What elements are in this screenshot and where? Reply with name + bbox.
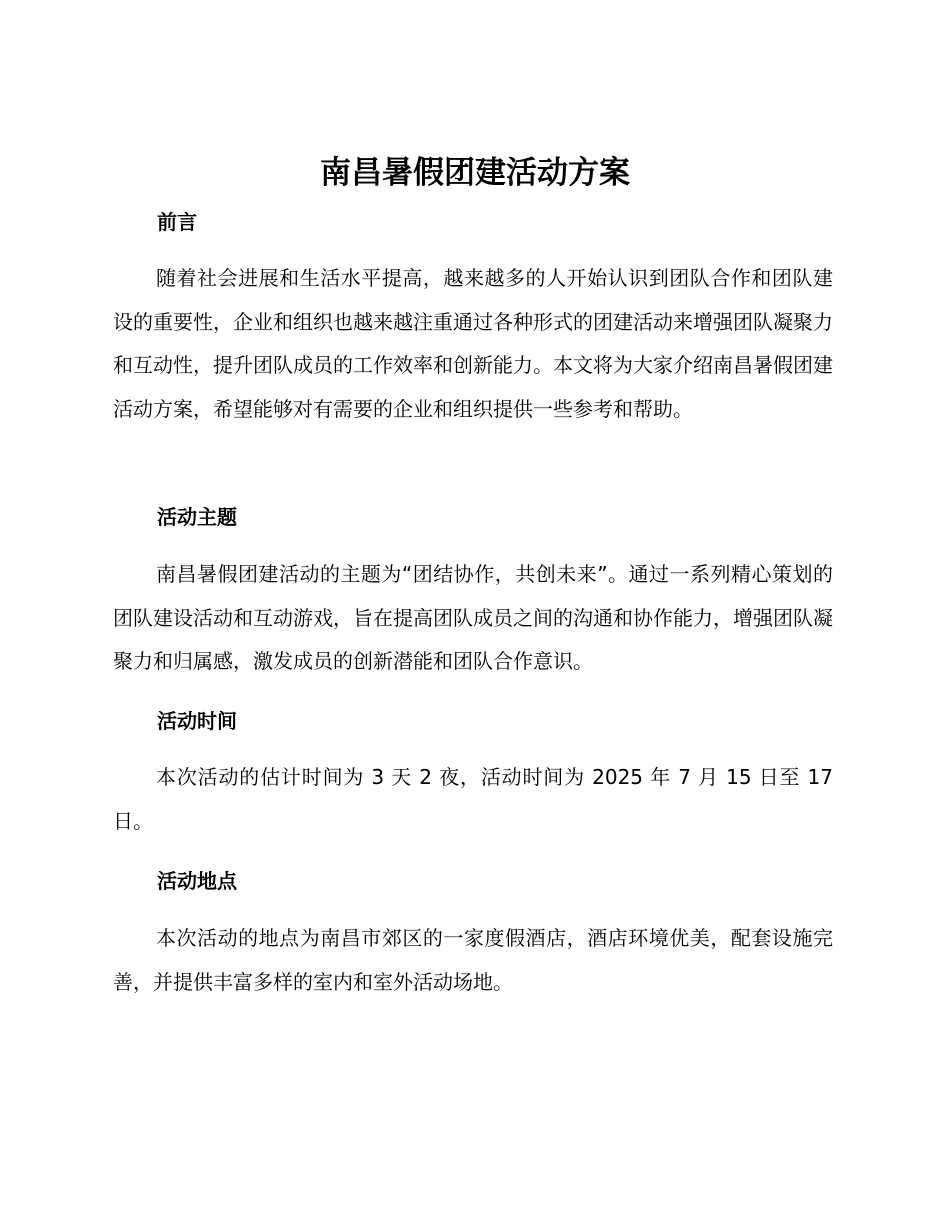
section-body-time: 本次活动的估计时间为 3 天 2 夜，活动时间为 2025 年 7 月 15 日至 17 日。 [113,765,833,833]
section-heading-location: 活动地点 [157,869,237,893]
section-body-preface: 随着社会进展和生活水平提高，越来越多的人开始认识到团队合作和团队建设的重要性，企业和组织也越来越注重通过各种形式的团建活动来增强团队凝聚力和互动性，提升团队成员的工作效率和创新能力。本文将为大家介绍南昌暑假团建活动方案，希望能够对有需要的企业和组织提供一些参考和帮助。 [113,266,833,421]
section-heading-theme: 活动主题 [157,505,237,529]
section-body-location: 本次活动的地点为南昌市郊区的一家度假酒店，酒店环境优美，配套设施完善，并提供丰富多样的室内和室外活动场地。 [113,926,833,994]
section-body-theme: 南昌暑假团建活动的主题为“团结协作，共创未来”。通过一系列精心策划的团队建设活动和互动游戏，旨在提高团队成员之间的沟通和协作能力，增强团队凝聚力和归属感，激发成员的创新潜能和团队合作意识。 [113,562,833,673]
section-heading-preface: 前言 [157,210,197,234]
section-heading-time: 活动时间 [157,709,237,733]
document-title: 南昌暑假团建活动方案 [320,155,630,191]
